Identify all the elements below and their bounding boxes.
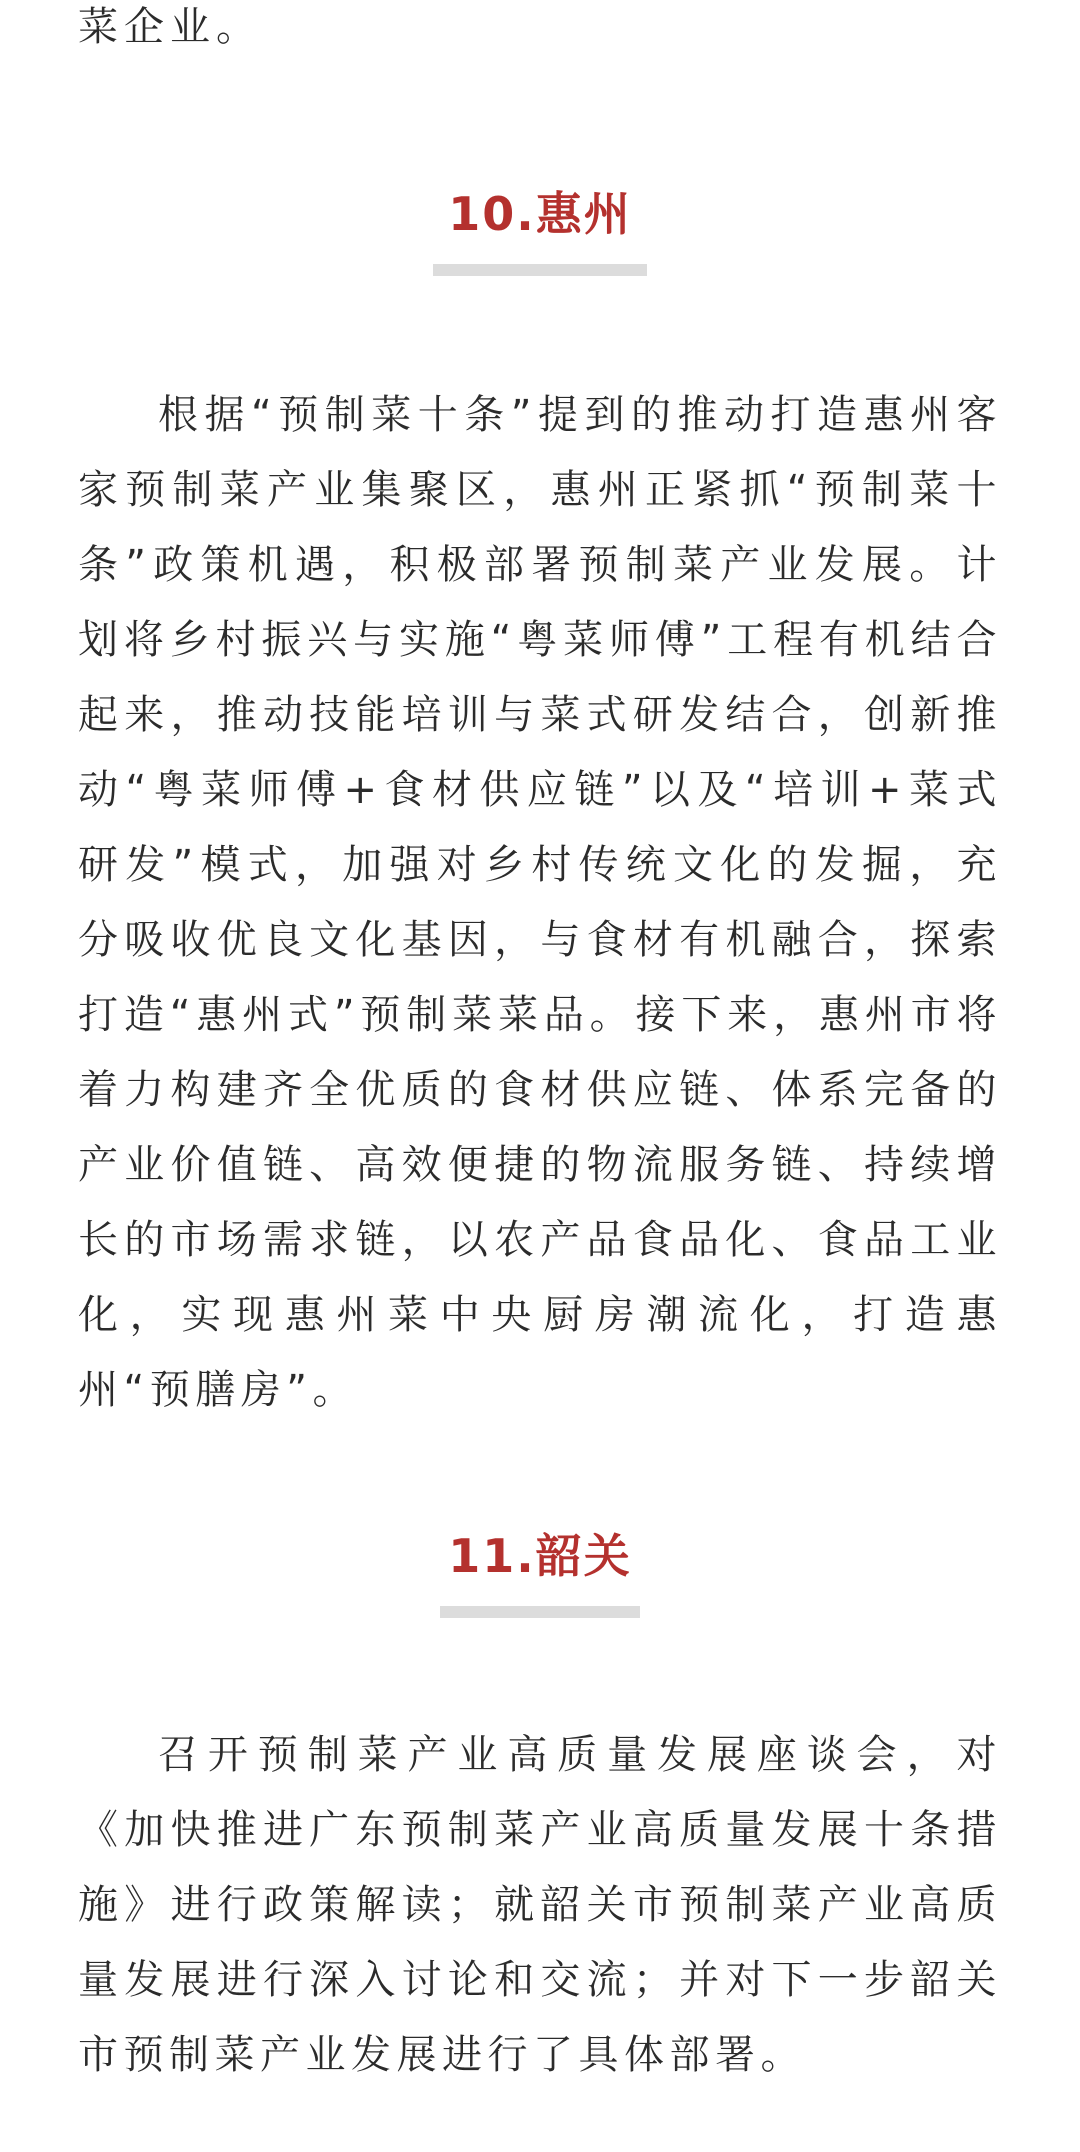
section-shaoguan-heading: [0, 1528, 1080, 1618]
section-title-shaoguan: 11.韶关: [448, 1529, 632, 1583]
title-divider-bar: [433, 264, 647, 276]
title-divider-bar: [440, 1606, 640, 1618]
section-paragraph-huizhou: 根据“预制菜十条”提到的推动打造惠州客家预制菜产业集聚区，惠州正紧抓“预制菜十条”政策机遇，积极部署预制菜产业发展。计划将乡村振兴与实施“粤菜师傅”工程有机结合起来，推动技能培训与菜式研发结合，创新推动“粤菜师傅+食材供应链”以及“培训+菜式研发”模式，加强对乡村传统文化的发掘，充分吸收优良文化基因，与食材有机融合，探索打造“惠州式”预制菜菜品。接下来，惠州市将着力构建齐全优质的食材供应链、体系完备的产业价值链、高效便捷的物流服务链、持续增长的市场需求链，以农产品食品化、食品工业化，实现惠州菜中央厨房潮流化，打造惠州“预膳房”。: [78, 392, 1002, 1413]
section-paragraph-shaoguan: 召开预制菜产业高质量发展座谈会，对《加快推进广东预制菜产业高质量发展十条措施》进行政策解读；就韶关市预制菜产业高质量发展进行深入讨论和交流；并对下一步韶关市预制菜产业发展进行了具体部署。: [78, 1732, 1002, 2078]
section-huizhou-heading: [0, 186, 1080, 276]
intro-text-fragment: 菜企业。: [78, 4, 262, 50]
section-title-huizhou: 10.惠州: [448, 187, 632, 241]
